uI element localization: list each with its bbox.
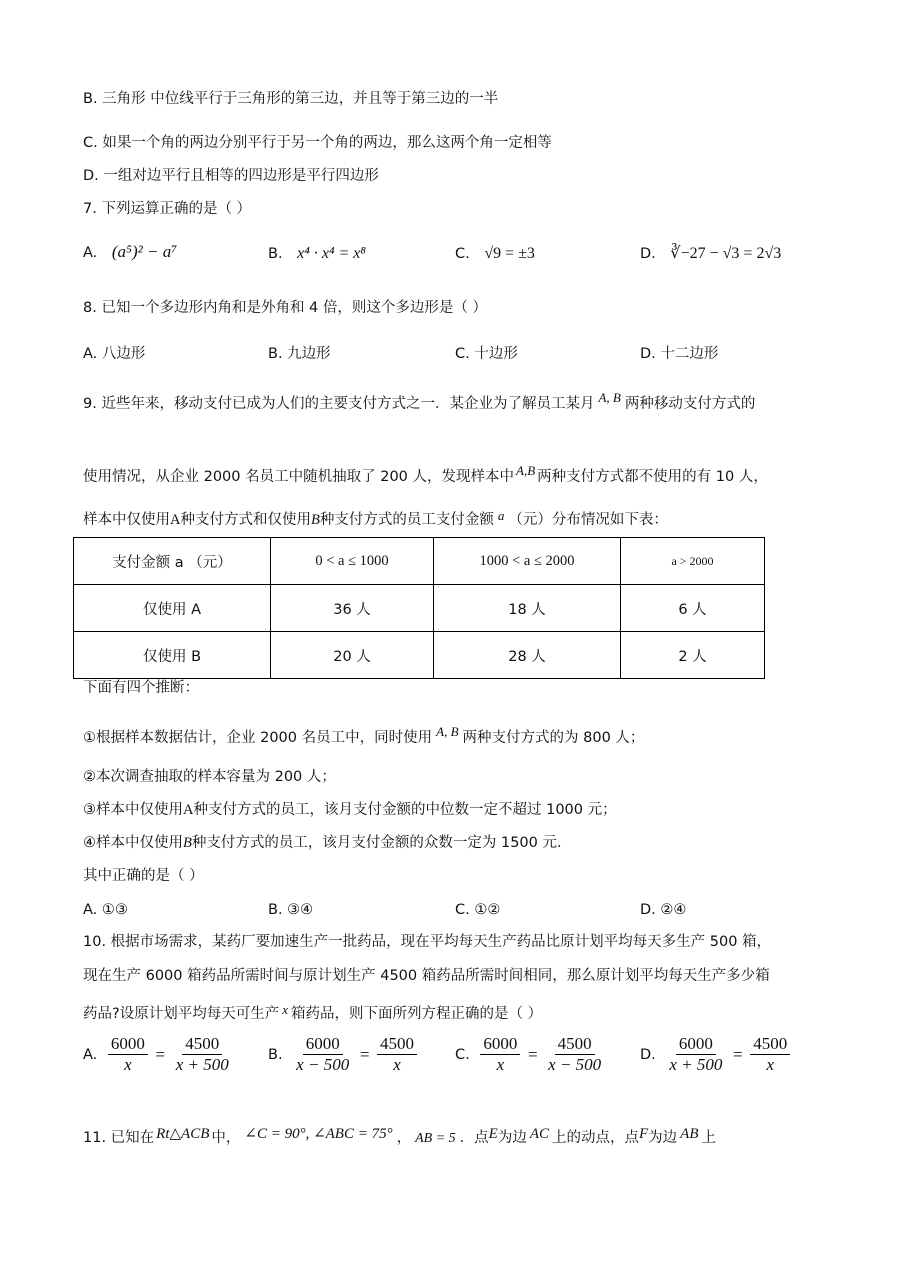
table-cell: 28 人 (434, 632, 621, 679)
q8-option-a: A. 八边形 (83, 346, 146, 362)
table-header-cell: a > 2000 (621, 538, 765, 585)
q6-option-b: B. 三角形 中位线平行于三角形的第三边，并且等于第三边的一半 (83, 91, 499, 107)
q9-option-b: B. ③④ (268, 902, 314, 918)
q6-option-c: C. 如果一个角的两边分别平行于另一个角的两边，那么这两个角一定相等 (83, 135, 552, 151)
q7-option-a: A. (a⁵)² − a⁷ (83, 242, 178, 261)
q7-option-c: C. √9 = ±3 (455, 245, 535, 262)
table-cell: 36 人 (271, 585, 434, 632)
inference-1: ①根据样本数据估计，企业 2000 名员工中，同时使用 A, B 两种支付方式的为 800 人； (83, 724, 645, 746)
q10-stem-line1: 10. 根据市场需求，某药厂要加速生产一批药品，现在平均每天生产药品比原计划平均每天多生产 500 箱， (83, 934, 772, 950)
q8-option-c: C. 十边形 (455, 346, 518, 362)
q10-option-c: C. $\frac{6000}{x}$ = $\frac{4500}{x - 500}$ (455, 1034, 602, 1074)
q9-stem-line2: 使用情况，从企业 2000 名员工中随机抽取了 200 人，发现样本中 A,B 两种支付方式都不使用的有 10 人， (83, 463, 768, 485)
q9-option-d: D. ②④ (640, 902, 687, 918)
table-cell: 18 人 (434, 585, 621, 632)
inference-3: ③样本中仅使用A种支付方式的员工，该月支付金额的中位数一定不超过 1000 元； (83, 802, 617, 818)
q9-stem-line3: 样本中仅使用A种支付方式和仅使用B种支付方式的员工支付金额 a （元）分布情况如下表： (83, 508, 668, 528)
q8-stem: 8. 已知一个多边形内角和是外角和 4 倍，则这个多边形是（ ） (83, 300, 487, 316)
q9-option-a: A. ①③ (83, 902, 128, 918)
table-cell: 仅使用 B (74, 632, 271, 679)
q9-option-c: C. ①② (455, 902, 501, 918)
q9-ask: 其中正确的是（ ） (83, 868, 204, 884)
q8-option-d: D. 十二边形 (640, 346, 719, 362)
q7-option-b: B. x⁴ · x⁴ = x⁸ (268, 245, 366, 262)
q10-option-a: A. $\frac{6000}{x}$ = $\frac{4500}{x + 500}$ (83, 1034, 229, 1074)
q9-stem-line1: 9. 近些年来，移动支付已成为人们的主要支付方式之一．某企业为了解员工某月 A, B 两种移动支付方式的 (83, 390, 756, 412)
inference-2: ②本次调查抽取的样本容量为 200 人； (83, 769, 336, 785)
q11-stem: 11. 已知在 Rt△ACB 中， ∠C = 90°, ∠ABC = 75° ， AB = 5 ．点E为边 AC 上的动点，点F为边 AB 上 (83, 1126, 716, 1146)
q7-stem: 7. 下列运算正确的是（ ） (83, 201, 252, 217)
q10-stem-line2: 现在生产 6000 箱药品所需时间与原计划生产 4500 箱药品所需时间相同，那么原计划平均每天生产多少箱 (83, 968, 770, 984)
table-cell: 6 人 (621, 585, 765, 632)
inference-4: ④样本中仅使用B种支付方式的员工，该月支付金额的众数一定为 1500 元． (83, 835, 572, 851)
table-row (74, 632, 765, 679)
table-header-cell: 0 < a ≤ 1000 (271, 538, 434, 585)
table-header-row (74, 538, 765, 585)
table-row (74, 585, 765, 632)
table-cell: 2 人 (621, 632, 765, 679)
table-cell: 仅使用 A (74, 585, 271, 632)
inferences-intro: 下面有四个推断： (83, 680, 199, 696)
q6-option-d: D. 一组对边平行且相等的四边形是平行四边形 (83, 168, 379, 184)
q8-option-b: B. 九边形 (268, 346, 331, 362)
q10-option-d: D. $\frac{6000}{x + 500}$ = $\frac{4500}{x}$ (640, 1034, 790, 1075)
payment-distribution-table (73, 537, 765, 679)
q7-option-d: D. ∛−27 − √3 = 2√3 (640, 245, 782, 262)
q10-option-b: B. $\frac{6000}{x - 500}$ = $\frac{4500}{x}$ (268, 1034, 417, 1075)
table-header-cell: 支付金额 a （元） (74, 538, 271, 585)
table-cell: 20 人 (271, 632, 434, 679)
table-header-cell: 1000 < a ≤ 2000 (434, 538, 621, 585)
q10-stem-line3: 药品?设原计划平均每天可生产 x 箱药品，则下面所列方程正确的是（ ） (83, 1002, 543, 1022)
